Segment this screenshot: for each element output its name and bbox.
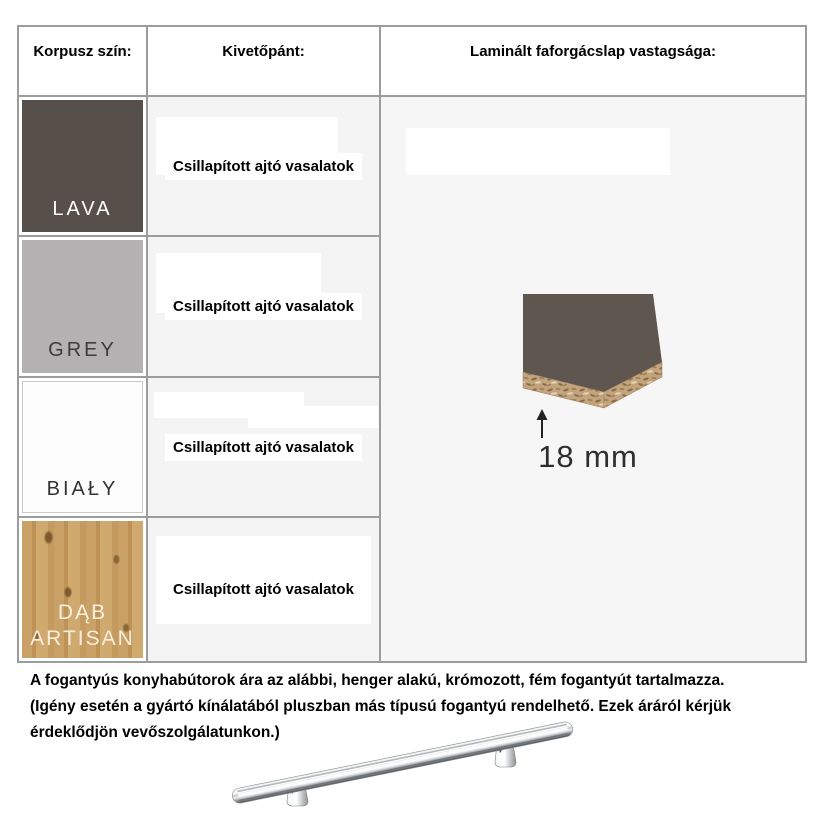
header-label-kivetopant: Kivetőpánt:	[222, 43, 305, 60]
thickness-arrow-up-icon	[533, 409, 551, 439]
swatch-cell-artisan	[19, 518, 148, 661]
swatch-cell-grey	[19, 237, 148, 378]
thickness-value: 18 mm	[538, 439, 638, 474]
header-cell-kivetopant	[148, 27, 381, 97]
color-swatch-dab-artisan	[22, 521, 143, 658]
board-thickness-cell	[381, 97, 805, 661]
swatch-label-lava: LAVA	[52, 198, 113, 220]
handle-description-line-2: (Igény esetén a gyártó kínálatából pluszban más típusú fogantyú rendelhető. Ezek áráról kérjük	[30, 698, 732, 715]
white-patch	[248, 406, 378, 428]
handle-rod	[231, 721, 574, 805]
white-patch	[406, 128, 670, 175]
hinge-cell-3	[148, 378, 381, 518]
handle-description-line-3: érdeklődjön vevőszolgálatunkon.)	[30, 724, 280, 741]
swatch-label-bialy: BIAŁY	[46, 478, 119, 500]
hinge-text-4: Csillapított ajtó vasalatok	[165, 576, 362, 603]
header-label-korpusz: Korpusz szín:	[33, 43, 132, 60]
hinge-text-2: Csillapított ajtó vasalatok	[165, 293, 362, 320]
header-cell-korpusz	[19, 27, 148, 97]
hinge-cell-4	[148, 518, 381, 661]
handle-description-line-1: A fogantyús konyhabútorok ára az alábbi, henger alakú, krómozott, fém fogantyút tartalmazza.	[30, 672, 725, 689]
chipboard-illustration	[515, 288, 670, 420]
swatch-label-dab-artisan: DĄB ARTISAN	[30, 600, 135, 650]
chrome-handle-image	[225, 712, 600, 817]
header-label-vastagsag: Laminált faforgácslap vastagsága:	[470, 43, 716, 60]
hinge-cell-2	[148, 237, 381, 378]
color-swatch-lava	[22, 100, 143, 232]
color-swatch-bialy	[22, 381, 143, 513]
swatch-cell-lava	[19, 97, 148, 237]
hinge-text-1: Csillapított ajtó vasalatok	[165, 153, 362, 180]
color-swatch-grey	[22, 240, 143, 373]
hinge-text-3: Csillapított ajtó vasalatok	[165, 434, 362, 461]
swatch-cell-bialy	[19, 378, 148, 518]
swatch-label-grey: GREY	[48, 339, 117, 361]
header-cell-vastagsag	[381, 27, 805, 97]
spec-table	[17, 25, 807, 663]
hinge-cell-1	[148, 97, 381, 237]
